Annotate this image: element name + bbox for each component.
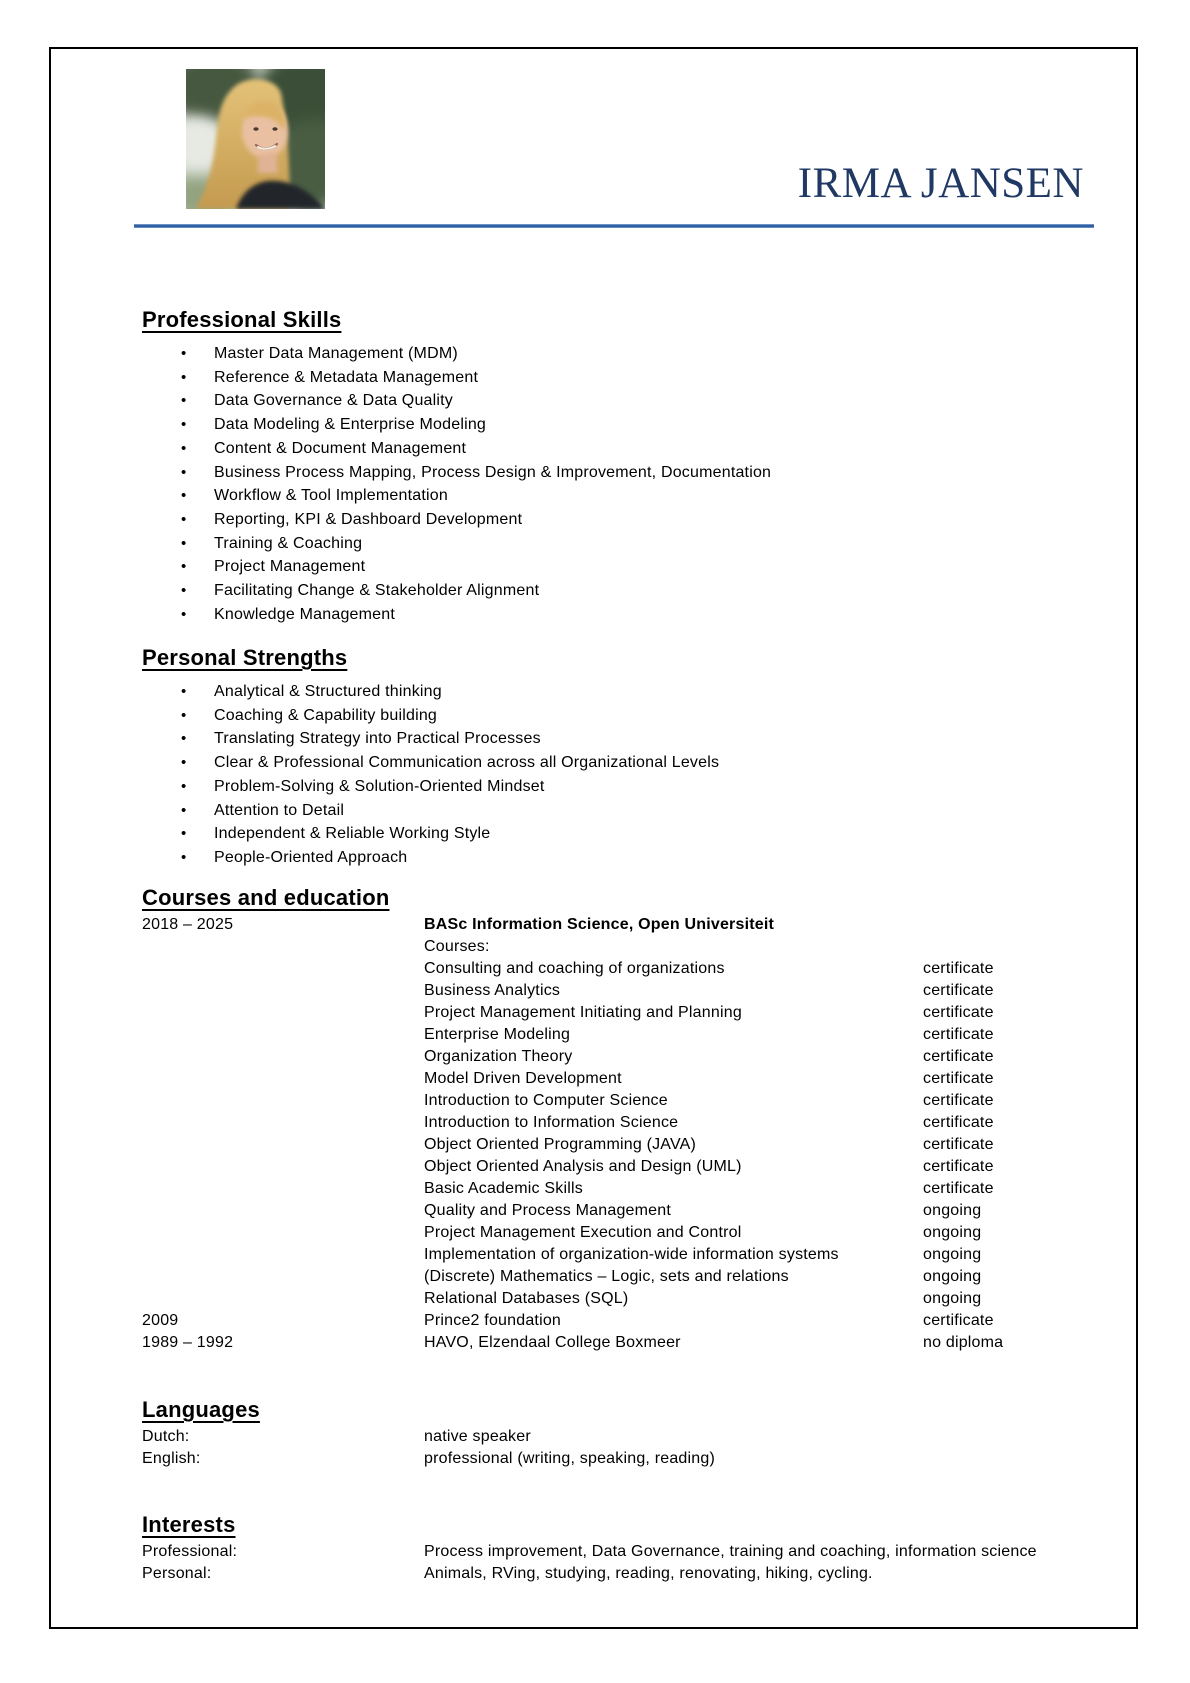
education-period [142,1156,424,1178]
education-course: Model Driven Development [424,1070,622,1087]
interest-row [142,1563,1096,1585]
bullet-icon: • [181,534,187,552]
education-course: Quality and Process Management [424,1202,672,1219]
strength-item [142,822,1096,846]
education-row [142,1002,1096,1024]
bullet-icon: • [181,777,187,795]
education-period [142,1046,424,1068]
education-period [142,1112,424,1134]
skill-text: Reporting, KPI & Dashboard Development [214,510,523,528]
bullet-icon: • [181,510,187,528]
strength-text: Translating Strategy into Practical Processes [214,730,541,748]
education-row [142,1090,1096,1112]
education-status: certificate [923,1158,994,1175]
strength-item [142,727,1096,751]
education-period [142,1288,424,1310]
language-row [142,1426,1096,1448]
skill-text: Project Management [214,558,366,576]
education-course: (Discrete) Mathematics – Logic, sets and relations [424,1268,789,1285]
education-course: Consulting and coaching of organizations [424,960,725,977]
education-course: Organization Theory [424,1048,573,1065]
professional-skills-heading: Professional Skills [142,307,342,332]
language-level: native speaker [424,1428,531,1445]
skill-text: Master Data Management (MDM) [214,345,458,362]
strength-item [142,751,1096,775]
education-row [142,1222,1096,1244]
education-period: 1989 – 1992 [142,1334,234,1351]
education-status: certificate [923,960,994,977]
interests-table [142,1541,1096,1585]
skill-item [142,461,1096,485]
bullet-icon: • [181,392,187,410]
language-row [142,1448,1096,1470]
education-status: ongoing [923,1224,982,1241]
strength-text: Clear & Professional Communication across all Organizational Levels [214,754,720,772]
education-course: Relational Databases (SQL) [424,1290,629,1307]
interest-text: Process improvement, Data Governance, training and coaching, information science [424,1543,1037,1560]
skill-item [142,532,1096,556]
education-course: Object Oriented Programming (JAVA) [424,1136,697,1153]
profile-photo-illustration [186,69,325,209]
interest-text: Animals, RVing, studying, reading, renovating, hiking, cycling. [424,1565,873,1582]
skill-text: Reference & Metadata Management [214,368,479,386]
education-row [142,1024,1096,1046]
strength-text: Problem-Solving & Solution-Oriented Mindset [214,777,545,795]
education-row [142,1068,1096,1090]
section-professional-skills [142,306,1096,626]
education-course: Basic Academic Skills [424,1180,583,1197]
skill-text: Business Process Mapping, Process Design & Improvement, Documentation [214,463,772,481]
education-period [142,1222,424,1244]
education-period [142,1178,424,1200]
personal-strengths-list [142,680,1096,870]
education-row [142,1244,1096,1266]
education-period [142,1024,424,1046]
language-label: English: [142,1450,201,1467]
education-course: Enterprise Modeling [424,1026,571,1043]
education-course: Implementation of organization-wide information systems [424,1246,839,1263]
languages-table [142,1426,1096,1470]
strength-item [142,799,1096,823]
skill-item [142,366,1096,390]
education-period [142,1200,424,1222]
skill-item [142,413,1096,437]
education-row [142,1332,1096,1354]
bullet-icon: • [181,605,187,623]
education-period [142,1068,424,1090]
skill-text: Data Governance & Data Quality [214,392,454,410]
skill-text: Facilitating Change & Stakeholder Alignment [214,582,540,600]
strength-text: Coaching & Capability building [214,706,438,724]
education-status: ongoing [923,1268,982,1285]
education-row [142,980,1096,1002]
education-course: Introduction to Computer Science [424,1092,668,1109]
interest-label: Professional: [142,1543,238,1560]
education-status: certificate [923,1136,994,1153]
strength-item [142,680,1096,704]
bullet-icon: • [181,754,187,772]
skill-item [142,484,1096,508]
interest-label: Personal: [142,1565,212,1582]
education-course: Introduction to Information Science [424,1114,679,1131]
bullet-icon: • [181,487,187,505]
bullet-icon: • [181,683,187,700]
education-row [142,1178,1096,1200]
header-rule [134,224,1094,228]
strength-item [142,775,1096,799]
skill-item [142,342,1096,366]
bullet-icon: • [181,730,187,748]
education-period [142,958,424,980]
education-course: BASc Information Science, Open Universiteit [424,916,775,933]
skill-item [142,555,1096,579]
courses-education-heading: Courses and education [142,885,390,910]
profile-photo [186,69,325,209]
education-row [142,1200,1096,1222]
education-row [142,1112,1096,1134]
education-status: ongoing [923,1202,982,1219]
education-status: certificate [923,1114,994,1131]
education-course: Project Management Initiating and Planning [424,1004,742,1021]
section-interests [142,1511,1096,1585]
education-status: ongoing [923,1246,982,1263]
skill-item [142,389,1096,413]
bullet-icon: • [181,582,187,600]
skill-text: Knowledge Management [214,605,396,623]
bullet-icon: • [181,825,187,843]
education-course: Prince2 foundation [424,1312,562,1329]
education-period: 2018 – 2025 [142,916,234,933]
education-row [142,914,1096,936]
languages-heading: Languages [142,1397,260,1422]
education-period [142,1090,424,1112]
page-title-name: IRMA JANSEN [797,160,1084,207]
bullet-icon: • [181,558,187,576]
education-period [142,1266,424,1288]
education-period [142,1244,424,1266]
education-status: certificate [923,1048,994,1065]
skill-item [142,603,1096,627]
education-course: HAVO, Elzendaal College Boxmeer [424,1334,681,1351]
education-course: Business Analytics [424,982,561,999]
education-row [142,1134,1096,1156]
bullet-icon: • [181,848,187,866]
professional-skills-list [142,342,1096,626]
section-languages [142,1396,1096,1470]
bullet-icon: • [181,463,187,481]
skill-item [142,508,1096,532]
education-status: certificate [923,1092,994,1109]
language-label: Dutch: [142,1428,190,1445]
bullet-icon: • [181,706,187,724]
strength-text: Attention to Detail [214,801,345,819]
section-courses-education [142,884,1096,1354]
skill-text: Data Modeling & Enterprise Modeling [214,416,487,434]
education-course: Object Oriented Analysis and Design (UML) [424,1158,742,1175]
education-status [923,936,1096,958]
skill-text: Training & Coaching [214,534,363,552]
education-status: certificate [923,1004,994,1021]
skill-item [142,579,1096,603]
education-status: ongoing [923,1290,982,1307]
education-period [142,1002,424,1024]
skill-text: Content & Document Management [214,439,467,457]
education-row [142,936,1096,958]
education-row [142,1156,1096,1178]
section-personal-strengths [142,644,1096,870]
strength-text: Analytical & Structured thinking [214,683,442,700]
education-row [142,958,1096,980]
bullet-icon: • [181,368,187,386]
education-row [142,1310,1096,1332]
bullet-icon: • [181,801,187,819]
education-status: certificate [923,982,994,999]
interest-row [142,1541,1096,1563]
bullet-icon: • [181,416,187,434]
education-row [142,1046,1096,1068]
education-period [142,980,424,1002]
education-period [142,936,424,958]
education-status: certificate [923,1312,994,1329]
bullet-icon: • [181,345,187,362]
education-row [142,1266,1096,1288]
skill-item [142,437,1096,461]
strength-text: Independent & Reliable Working Style [214,825,491,843]
education-status: certificate [923,1026,994,1043]
language-level: professional (writing, speaking, reading) [424,1450,716,1467]
education-status: no diploma [923,1334,1004,1351]
skill-text: Workflow & Tool Implementation [214,487,448,505]
education-course: Project Management Execution and Control [424,1224,742,1241]
education-period [142,1134,424,1156]
education-status [923,914,1096,936]
strength-text: People-Oriented Approach [214,848,408,866]
strength-item [142,704,1096,728]
education-period: 2009 [142,1312,179,1329]
interests-heading: Interests [142,1512,236,1537]
education-status: certificate [923,1070,994,1087]
strength-item [142,846,1096,870]
education-course: Courses: [424,938,490,955]
bullet-icon: • [181,439,187,457]
education-row [142,1288,1096,1310]
education-status: certificate [923,1180,994,1197]
personal-strengths-heading: Personal Strengths [142,645,348,670]
education-table [142,914,1096,1354]
